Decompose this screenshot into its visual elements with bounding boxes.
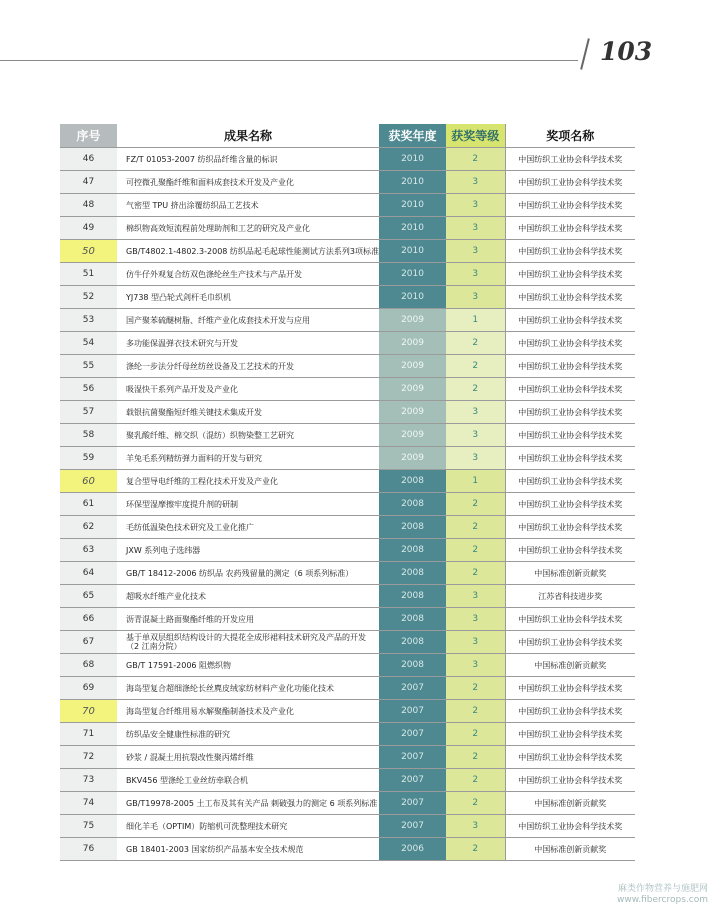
row-year: 2007: [379, 677, 446, 700]
table-row: [60, 194, 635, 217]
row-name: 基于单双层组织结构设计的大提花全成形裙料技术研究及产品的开发（2 江南分院）: [117, 631, 379, 654]
row-award: 中国纺织工业协会科学技术奖: [505, 539, 635, 562]
row-name: YJ738 型凸轮式剑杆毛巾织机: [117, 286, 379, 309]
row-award: 中国纺织工业协会科学技术奖: [505, 194, 635, 217]
row-name: 沥青混凝土路面聚酯纤维的开发应用: [117, 608, 379, 631]
row-index: 66: [60, 608, 117, 631]
row-year: 2009: [379, 447, 446, 470]
row-level: 3: [446, 401, 505, 424]
row-level: 2: [446, 562, 505, 585]
table-row: [60, 286, 635, 309]
row-name: GB/T4802.1-4802.3-2008 纺织品起毛起球性能测试方法系列3项标准: [117, 240, 379, 263]
table-row: [60, 677, 635, 700]
row-index: 61: [60, 493, 117, 516]
row-award: 中国纺织工业协会科学技术奖: [505, 470, 635, 493]
row-name: GB/T 18412-2006 纺织品 农药残留量的测定（6 项系列标准）: [117, 562, 379, 585]
row-index: 59: [60, 447, 117, 470]
row-name: 仿牛仔外观复合纺双色涤纶丝生产技术与产品开发: [117, 263, 379, 286]
row-name: 纺织品安全健康性标准的研究: [117, 723, 379, 746]
table-row: [60, 171, 635, 194]
table-row: [60, 585, 635, 608]
row-award: 中国纺织工业协会科学技术奖: [505, 240, 635, 263]
row-award: 中国纺织工业协会科学技术奖: [505, 355, 635, 378]
table-row: [60, 792, 635, 815]
row-name: 聚乳酸纤维、棉交织（混纺）织物染整工艺研究: [117, 424, 379, 447]
row-year: 2007: [379, 815, 446, 838]
row-award: 中国纺织工业协会科学技术奖: [505, 493, 635, 516]
row-index: 68: [60, 654, 117, 677]
row-year: 2008: [379, 654, 446, 677]
row-name: JXW 系列电子选纬器: [117, 539, 379, 562]
row-award: 中国纺织工业协会科学技术奖: [505, 286, 635, 309]
table-row: [60, 631, 635, 654]
row-level: 3: [446, 815, 505, 838]
row-index: 52: [60, 286, 117, 309]
row-year: 2008: [379, 608, 446, 631]
row-year: 2008: [379, 539, 446, 562]
row-year: 2010: [379, 171, 446, 194]
row-award: 中国纺织工业协会科学技术奖: [505, 401, 635, 424]
row-level: 2: [446, 792, 505, 815]
table-row: [60, 240, 635, 263]
row-index: 75: [60, 815, 117, 838]
row-award: 江苏省科技进步奖: [505, 585, 635, 608]
table-row: [60, 562, 635, 585]
row-year: 2008: [379, 516, 446, 539]
row-year: 2008: [379, 470, 446, 493]
table-row: [60, 838, 635, 861]
row-name: GB/T 17591-2006 阻燃织物: [117, 654, 379, 677]
row-level: 2: [446, 677, 505, 700]
row-year: 2007: [379, 746, 446, 769]
row-award: 中国纺织工业协会科学技术奖: [505, 217, 635, 240]
row-index: 57: [60, 401, 117, 424]
row-award: 中国标准创新贡献奖: [505, 792, 635, 815]
row-year: 2009: [379, 401, 446, 424]
header-year: 获奖年度: [379, 124, 446, 148]
row-name: 细化羊毛（OPTIM）防缩机可洗整理技术研究: [117, 815, 379, 838]
row-award: 中国标准创新贡献奖: [505, 838, 635, 861]
row-index: 71: [60, 723, 117, 746]
row-index: 70: [60, 700, 117, 723]
watermark: [583, 884, 708, 906]
row-level: 3: [446, 424, 505, 447]
table-row: [60, 332, 635, 355]
table-row: [60, 217, 635, 240]
row-award: 中国纺织工业协会科学技术奖: [505, 378, 635, 401]
row-year: 2009: [379, 424, 446, 447]
row-year: 2010: [379, 148, 446, 171]
row-year: 2007: [379, 792, 446, 815]
row-name: 超吸水纤维产业化技术: [117, 585, 379, 608]
row-level: 3: [446, 654, 505, 677]
row-name: GB/T19978-2005 土工布及其有关产品 刺破强力的测定 6 项系列标准: [117, 792, 379, 815]
row-name: 海岛型复合纤维用易水解聚酯制备技术及产业化: [117, 700, 379, 723]
row-level: 1: [446, 309, 505, 332]
row-award: 中国纺织工业协会科学技术奖: [505, 263, 635, 286]
row-index: 73: [60, 769, 117, 792]
table-row: [60, 608, 635, 631]
row-index: 76: [60, 838, 117, 861]
row-index: 72: [60, 746, 117, 769]
row-index: 54: [60, 332, 117, 355]
table-row: [60, 309, 635, 332]
row-level: 3: [446, 608, 505, 631]
row-index: 51: [60, 263, 117, 286]
row-name: 载银抗菌聚酯短纤维关键技术集成开发: [117, 401, 379, 424]
row-name: 涤纶一步法分纤母丝纺丝设备及工艺技术的开发: [117, 355, 379, 378]
row-level: 3: [446, 286, 505, 309]
row-award: 中国纺织工业协会科学技术奖: [505, 447, 635, 470]
row-index: 64: [60, 562, 117, 585]
row-level: 2: [446, 493, 505, 516]
row-year: 2007: [379, 700, 446, 723]
row-level: 3: [446, 263, 505, 286]
row-award: 中国标准创新贡献奖: [505, 562, 635, 585]
row-level: 3: [446, 585, 505, 608]
row-index: 58: [60, 424, 117, 447]
row-index: 47: [60, 171, 117, 194]
row-name: 海岛型复合超细涤纶长丝麂皮绒家纺材料产业化功能化技术: [117, 677, 379, 700]
watermark-url: www.fibercrops.com: [617, 895, 708, 905]
row-level: 3: [446, 217, 505, 240]
page-number: 103: [600, 37, 653, 66]
header-idx: 序号: [60, 124, 117, 148]
row-year: 2009: [379, 355, 446, 378]
row-index: 48: [60, 194, 117, 217]
table-row: [60, 447, 635, 470]
row-award: 中国纺织工业协会科学技术奖: [505, 631, 635, 654]
row-index: 74: [60, 792, 117, 815]
table-body: [60, 148, 635, 861]
row-award: 中国纺织工业协会科学技术奖: [505, 332, 635, 355]
row-index: 53: [60, 309, 117, 332]
row-year: 2010: [379, 217, 446, 240]
row-level: 2: [446, 769, 505, 792]
row-level: 2: [446, 378, 505, 401]
row-name: 砂浆 / 混凝土用抗裂改性聚丙烯纤维: [117, 746, 379, 769]
header-name: 成果名称: [117, 124, 379, 148]
row-year: 2009: [379, 309, 446, 332]
header-rule: [0, 60, 578, 61]
row-level: 2: [446, 516, 505, 539]
row-year: 2008: [379, 493, 446, 516]
row-index: 69: [60, 677, 117, 700]
row-index: 63: [60, 539, 117, 562]
table-row: [60, 148, 635, 171]
row-award: 中国纺织工业协会科学技术奖: [505, 723, 635, 746]
row-award: 中国纺织工业协会科学技术奖: [505, 309, 635, 332]
table-row: [60, 493, 635, 516]
row-year: 2010: [379, 263, 446, 286]
row-name: GB 18401-2003 国家纺织产品基本安全技术规范: [117, 838, 379, 861]
row-index: 49: [60, 217, 117, 240]
row-name: 国产聚苯硫醚树脂、纤维产业化成套技术开发与应用: [117, 309, 379, 332]
row-year: 2007: [379, 769, 446, 792]
table-row: [60, 539, 635, 562]
row-level: 3: [446, 447, 505, 470]
row-year: 2007: [379, 723, 446, 746]
row-name: 棉织物高效短流程前处理助剂和工艺的研究及产业化: [117, 217, 379, 240]
row-award: 中国纺织工业协会科学技术奖: [505, 171, 635, 194]
row-index: 50: [60, 240, 117, 263]
row-level: 3: [446, 171, 505, 194]
row-award: 中国标准创新贡献奖: [505, 654, 635, 677]
row-award: 中国纺织工业协会科学技术奖: [505, 424, 635, 447]
row-award: 中国纺织工业协会科学技术奖: [505, 815, 635, 838]
row-year: 2010: [379, 194, 446, 217]
table-row: [60, 815, 635, 838]
row-name: 可控微孔聚酯纤维和面料成套技术开发及产业化: [117, 171, 379, 194]
row-name: 气密型 TPU 挤出涂覆纺织品工艺技术: [117, 194, 379, 217]
row-name: FZ/T 01053-2007 纺织品纤维含量的标识: [117, 148, 379, 171]
row-index: 60: [60, 470, 117, 493]
row-year: 2010: [379, 286, 446, 309]
row-level: 2: [446, 700, 505, 723]
row-name: 吸湿快干系列产品开发及产业化: [117, 378, 379, 401]
table-row: [60, 424, 635, 447]
row-level: 3: [446, 194, 505, 217]
table-row: [60, 378, 635, 401]
table-row: [60, 470, 635, 493]
row-award: 中国纺织工业协会科学技术奖: [505, 746, 635, 769]
header-award: 奖项名称: [505, 124, 635, 148]
row-level: 2: [446, 838, 505, 861]
row-year: 2006: [379, 838, 446, 861]
row-year: 2009: [379, 332, 446, 355]
row-name: 多功能保温弹衣技术研究与开发: [117, 332, 379, 355]
row-year: 2008: [379, 562, 446, 585]
row-name: 环保型湿摩擦牢度提升剂的研制: [117, 493, 379, 516]
header-level: 获奖等级: [446, 124, 505, 148]
row-award: 中国纺织工业协会科学技术奖: [505, 769, 635, 792]
table-row: [60, 263, 635, 286]
table-row: [60, 769, 635, 792]
table-row: [60, 723, 635, 746]
row-award: 中国纺织工业协会科学技术奖: [505, 148, 635, 171]
row-index: 62: [60, 516, 117, 539]
row-level: 3: [446, 631, 505, 654]
row-level: 2: [446, 332, 505, 355]
row-award: 中国纺织工业协会科学技术奖: [505, 700, 635, 723]
row-year: 2008: [379, 585, 446, 608]
row-index: 65: [60, 585, 117, 608]
table-row: [60, 700, 635, 723]
row-level: 2: [446, 355, 505, 378]
row-level: 3: [446, 240, 505, 263]
table-row: [60, 746, 635, 769]
table-row: [60, 516, 635, 539]
header-slash: [580, 38, 590, 70]
row-award: 中国纺织工业协会科学技术奖: [505, 608, 635, 631]
table-header-row: [60, 124, 635, 148]
row-level: 2: [446, 539, 505, 562]
watermark-title: 麻类作物营养与施肥网: [617, 884, 708, 894]
row-year: 2009: [379, 378, 446, 401]
table-row: [60, 401, 635, 424]
row-index: 67: [60, 631, 117, 654]
table-row: [60, 654, 635, 677]
row-level: 2: [446, 148, 505, 171]
row-name: 羊兔毛系列精纺弹力面料的开发与研究: [117, 447, 379, 470]
row-name: 毛纺低温染色技术研究及工业化推广: [117, 516, 379, 539]
row-year: 2010: [379, 240, 446, 263]
row-name: BKV456 型涤纶工业丝纺牵联合机: [117, 769, 379, 792]
row-index: 46: [60, 148, 117, 171]
row-name: 复合型导电纤维的工程化技术开发及产业化: [117, 470, 379, 493]
row-index: 56: [60, 378, 117, 401]
row-index: 55: [60, 355, 117, 378]
table-row: [60, 355, 635, 378]
row-award: 中国纺织工业协会科学技术奖: [505, 516, 635, 539]
row-level: 1: [446, 470, 505, 493]
awards-table: [60, 124, 635, 861]
row-year: 2008: [379, 631, 446, 654]
row-level: 2: [446, 723, 505, 746]
row-level: 2: [446, 746, 505, 769]
row-award: 中国纺织工业协会科学技术奖: [505, 677, 635, 700]
